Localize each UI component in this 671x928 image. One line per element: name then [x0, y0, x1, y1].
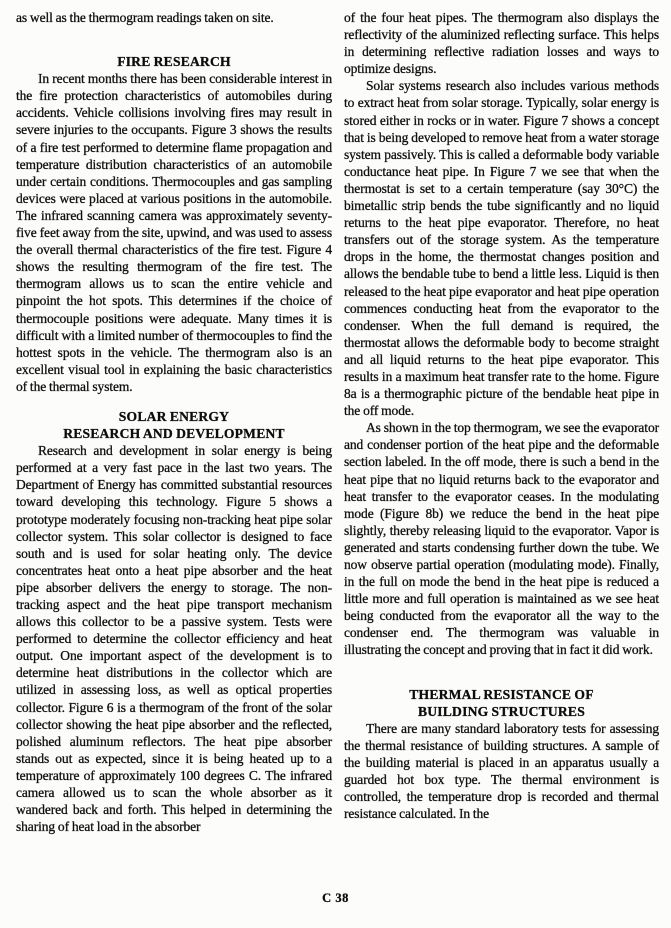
section-heading-thermal-resistance [344, 686, 659, 720]
section-heading-fire-research [16, 53, 332, 70]
right-column [344, 9, 659, 822]
paragraph-continuation-right: of the four heat pipes. The thermogram also displays the reflectivity of the aluminized reflecting surface. This helps in determining reflective radiation losses and ways to optimize designs. [344, 10, 659, 77]
heading-line: SOLAR ENERGY [118, 408, 230, 424]
paragraph-thermogram-modes: As shown in the top thermogram, we see the evaporator and condenser portion of the heat pipe and the deformable section labeled. In the off mode, there is such a bend in the heat pipe that no liquid returns back to the evaporator and heat transfer to the evaporator ceases. In the modulating mode (Figure 8b) we reduce the bend in the heat pipe slightly, thereby releasing liquid to the evaporator. Vapor is generated and starts condensing further down the tube. We now observe partial operation (modulating mode). Finally, in the full on mode the bend in the heat pipe is reduced a little more and full operation is maintained as we see heat being conducted from the evaporator all the way to the condenser end. The thermogram was valuable in illustrating the concept and proving that in fact it did work. [344, 420, 659, 658]
page-number: C 38 [322, 891, 349, 905]
left-column [16, 9, 332, 835]
heading-line: THERMAL RESISTANCE OF [409, 686, 594, 702]
heading-line: BUILDING STRUCTURES [418, 703, 585, 719]
heading-line: RESEARCH AND DEVELOPMENT [63, 426, 285, 442]
paragraph-solar-energy: Research and development in solar energy is being performed at a very fast pace in the last two years. The Department of Energy has committed substantial resources toward developing this technology. Figure 5 shows a prototype moderately focusing non-tracking heat pipe solar collector system. This solar collector is designed to face south and is used for solar heating only. The device concentrates heat onto a heat pipe absorber and the heat pipe absorber delivers the energy to storage. The non-tracking aspect and the heat pipe transport mechanism allows this collector to be a passive system. Tests were performed to determine the collector efficiency and heat output. One important aspect of the development is to determine heat distributions in the collector which are utilized in assessing loss, as well as optical properties collector. Figure 6 is a thermogram of the front of the solar collector showing the heat pipe absorber and the reflected, polished aluminum reflectors. The heat pipe absorber stands out as expected, since it is being heated up to a temperature of approximately 100 degrees C. The infrared camera allowed us to scan the whole absorber as it wandered back and forth. This helped in determining the sharing of heat load in the absorber [16, 443, 332, 835]
paragraph-solar-storage: Solar systems research also includes various methods to extract heat from solar storage. Typically, solar energy is stored either in rocks or in water. Figure 7 shows a concept that is being developed to remove heat from a water storage system passively. This is called a deformable body variable conductance heat pipe. In Figure 7 we see that when the thermostat is set to a certain temperature (say 30°C) the bimetallic strip bends the tube significantly and no liquid returns to the heat pipe evaporator. Therefore, no heat transfers out of the storage system. As the temperature drops in the home, the thermostat changes position and allows the bendable tube to bend a little less. Liquid is then released to the heat pipe evaporator and heat pipe operation commences conducting heat from the evaporator to the condenser. When the full demand is required, the thermostat allows the deformable body to become straight and all liquid returns to the heat pipe evaporator. This results in a maximum heat transfer rate to the home. Figure 8a is a thermographic picture of the bendable heat pipe in the off mode. [344, 78, 659, 419]
heading-line: FIRE RESEARCH [117, 54, 231, 70]
paragraph-fire-research: In recent months there has been considerable interest in the fire protection characteristics of automobiles during accidents. Vehicle collisions involving fires may result in severe injuries to the occupants. Figure 3 shows the results of a fire test performed to determine flame propagation and temperature distribution characteristics of an automobile under certain conditions. Thermocouples and gas sampling devices were placed at various positions in the automobile. The infrared scanning camera was approximately seventy-five feet away from the site, upwind, and was used to assess the overall thermal characteristics of the fire test. Figure 4 shows the resulting thermogram of the fire test. The thermogram allows us to scan the entire vehicle and pinpoint the hot spots. This determines if the choice of thermocouple positions were adequate. Many times it is difficult with a limited number of thermocouples to find the hottest spots in the vehicle. The thermogram also is an excellent visual tool in explaining the basic characteristics of the thermal system. [16, 71, 332, 394]
section-heading-solar-energy [16, 408, 332, 442]
paragraph-continuation-top: as well as the thermogram readings taken on site. [16, 10, 274, 25]
paragraph-building-structures: There are many standard laboratory tests for assessing the thermal resistance of building structures. A sample of the building material is placed in an apparatus usually a guarded hot box type. The thermal environment is controlled, the temperature drop is recorded and thermal resistance calculated. In the [344, 720, 659, 822]
